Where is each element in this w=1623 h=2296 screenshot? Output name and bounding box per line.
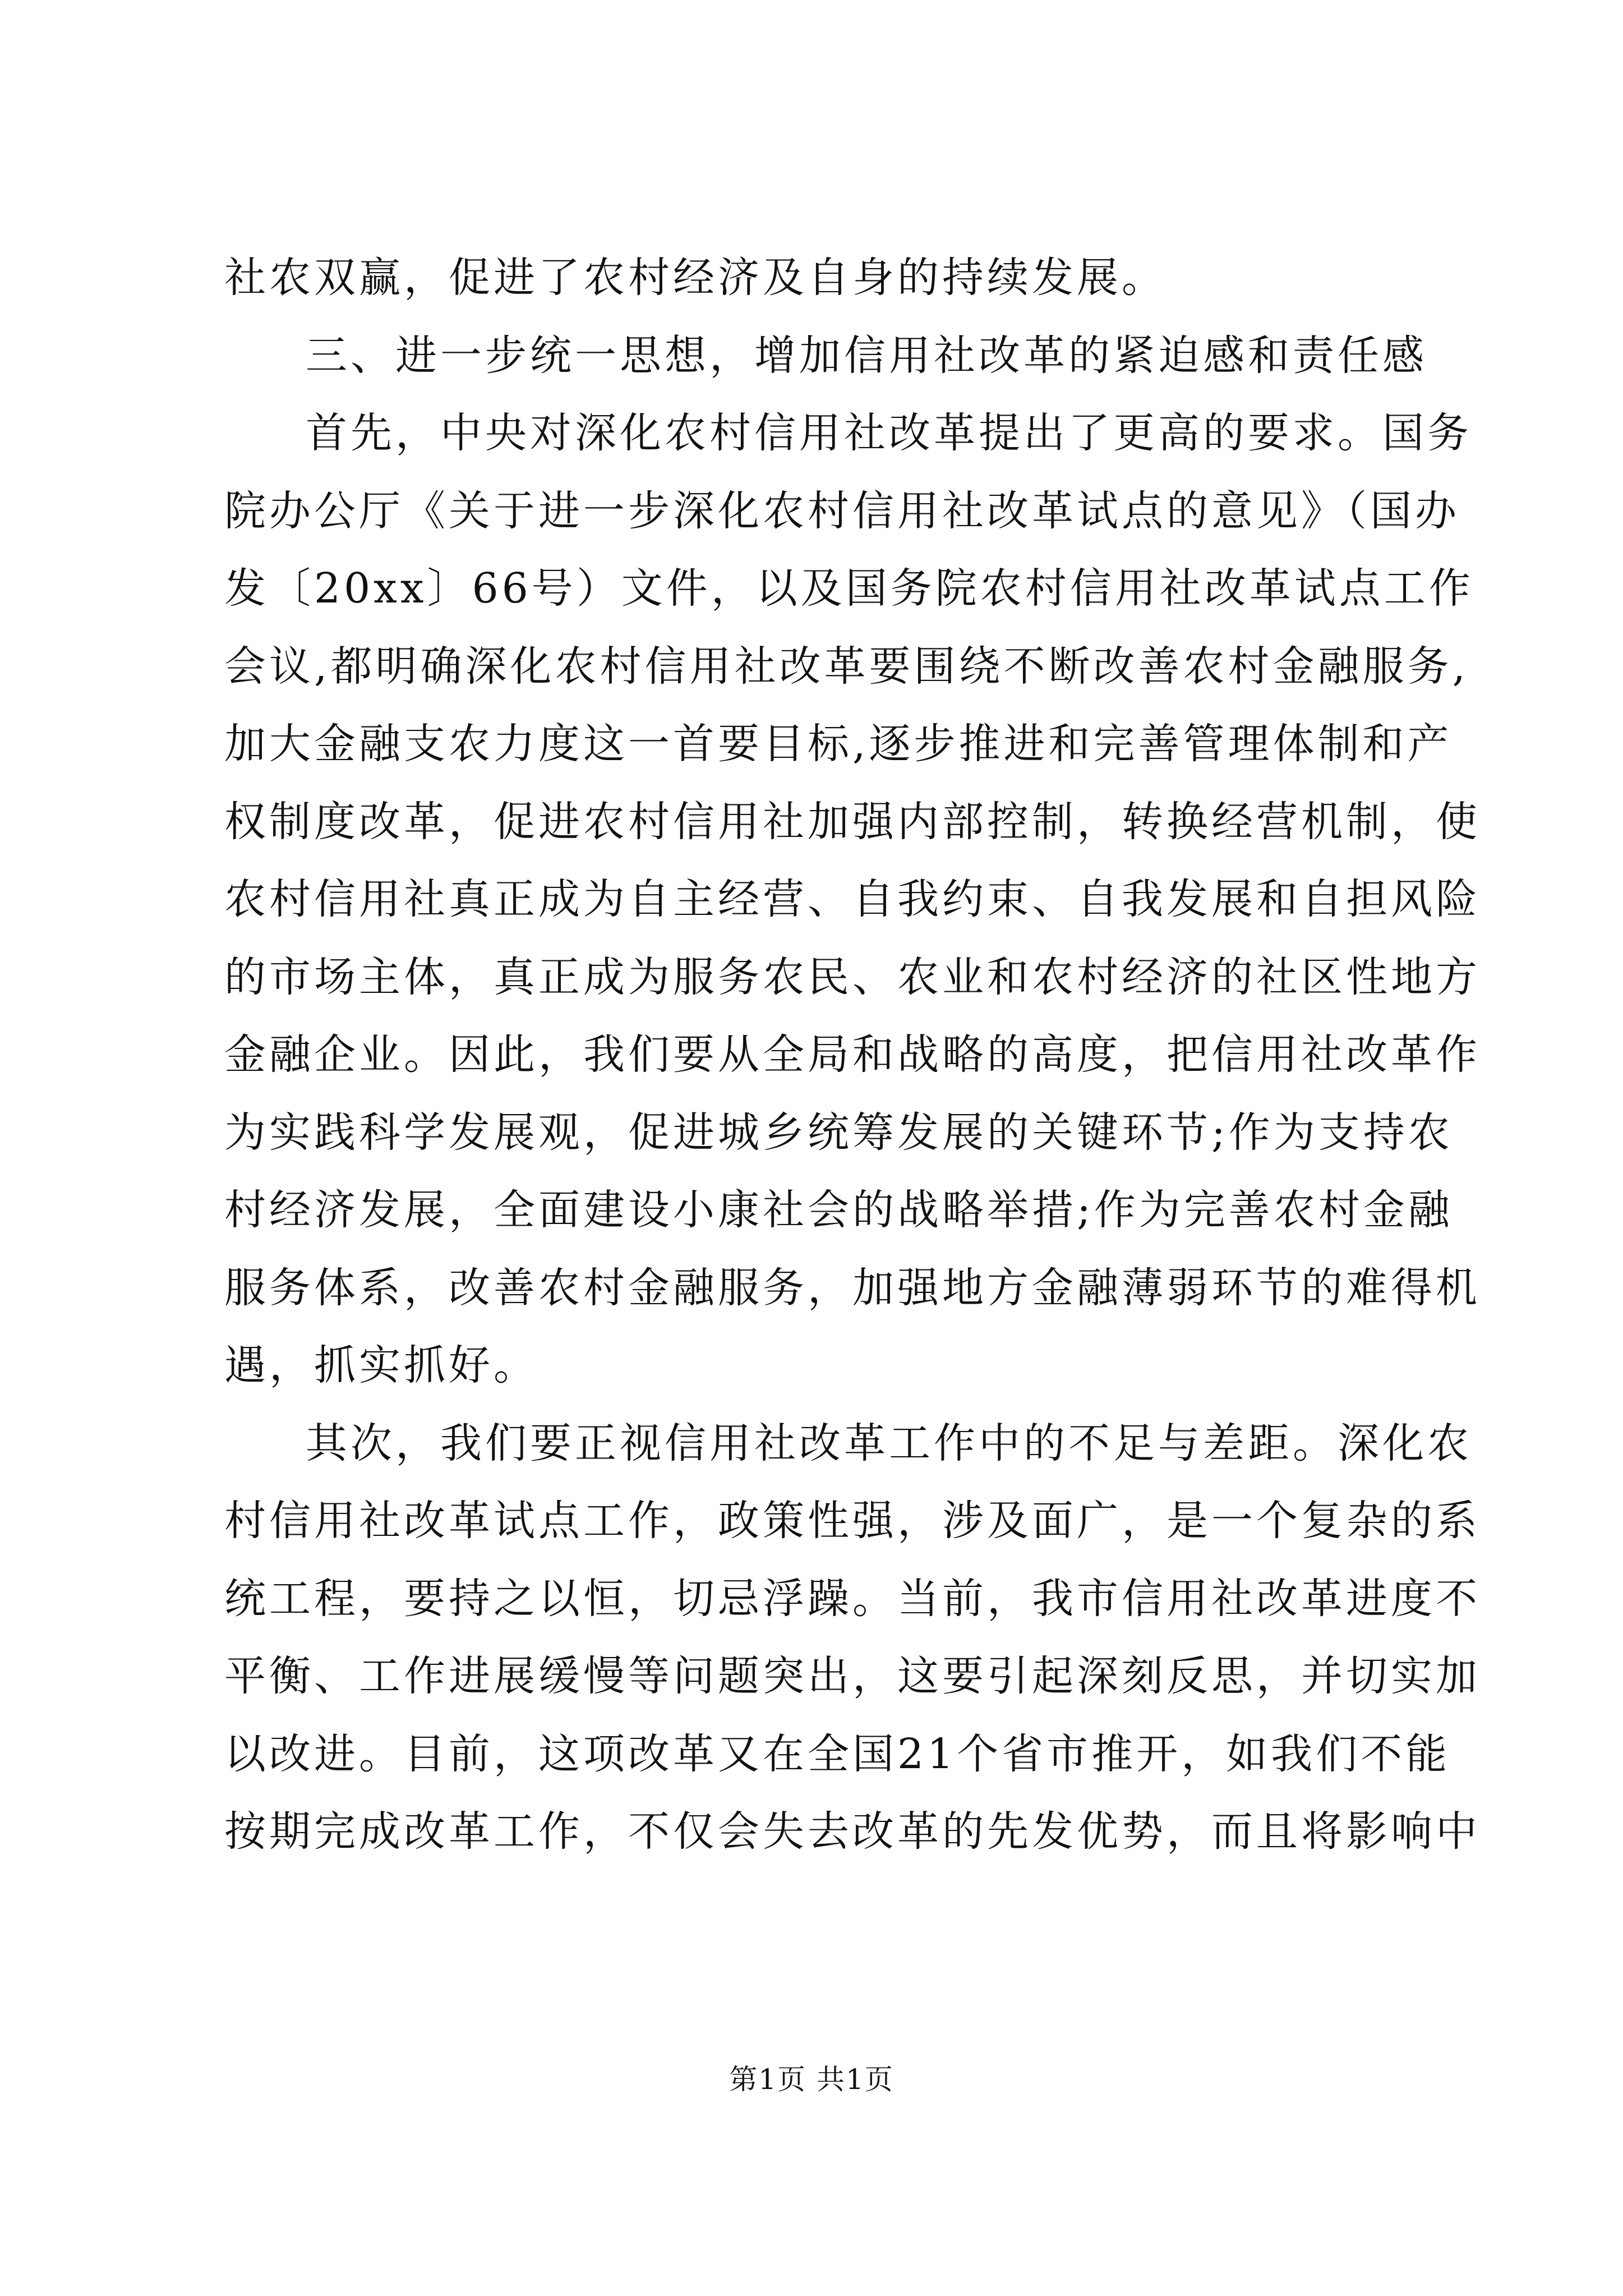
text-line: 院办公厅《关于进一步深化农村信用社改革试点的意见》（国办: [224, 487, 1460, 535]
text-line: 会议,都明确深化农村信用社改革要围绕不断改善农村金融服务,: [224, 642, 1469, 691]
text-line: 以改进。目前，这项改革又在全国21个省市推开，如我们不能: [224, 1730, 1451, 1778]
text-line: 社农双赢，促进了农村经济及自身的持续发展。: [224, 254, 1166, 302]
text-line: 遇，抓实抓好。: [224, 1341, 538, 1389]
text-line: 平衡、工作进展缓慢等问题突出，这要引起深刻反思，并切实加: [224, 1652, 1481, 1700]
text-line: 三、进一步统一思想，增加信用社改革的紧迫感和责任感: [306, 332, 1427, 380]
text-line: 金融企业。因此，我们要从全局和战略的高度，把信用社改革作: [224, 1030, 1481, 1079]
text-line: 其次，我们要正视信用社改革工作中的不足与差距。深化农: [306, 1419, 1472, 1467]
text-line: 为实践科学发展观，促进城乡统筹发展的关键环节;作为支持农: [224, 1108, 1453, 1157]
text-line: 首先，中央对深化农村信用社改革提出了更高的要求。国务: [306, 409, 1472, 457]
text-line: 服务体系，改善农村金融服务，加强地方金融薄弱环节的难得机: [224, 1264, 1481, 1312]
page-footer: 第1页 共1页: [729, 2063, 894, 2096]
text-line: 村经济发展，全面建设小康社会的战略举措;作为完善农村金融: [224, 1186, 1453, 1234]
text-line: 加大金融支农力度这一首要目标,逐步推进和完善管理体制和产: [224, 720, 1453, 768]
text-line: 权制度改革，促进农村信用社加强内部控制，转换经营机制，使: [224, 798, 1481, 846]
text-line: 村信用社改革试点工作，政策性强，涉及面广，是一个复杂的系: [224, 1497, 1481, 1545]
text-line: 按期完成改革工作，不仅会失去改革的先发优势，而且将影响中: [224, 1807, 1481, 1856]
text-line: 发〔20xx〕66号）文件，以及国务院农村信用社改革试点工作: [224, 564, 1474, 613]
text-line: 统工程，要持之以恒，切忌浮躁。当前，我市信用社改革进度不: [224, 1575, 1481, 1623]
text-line: 农村信用社真正成为自主经营、自我约束、自我发展和自担风险: [224, 875, 1481, 923]
text-line: 的市场主体，真正成为服务农民、农业和农村经济的社区性地方: [224, 953, 1481, 1001]
